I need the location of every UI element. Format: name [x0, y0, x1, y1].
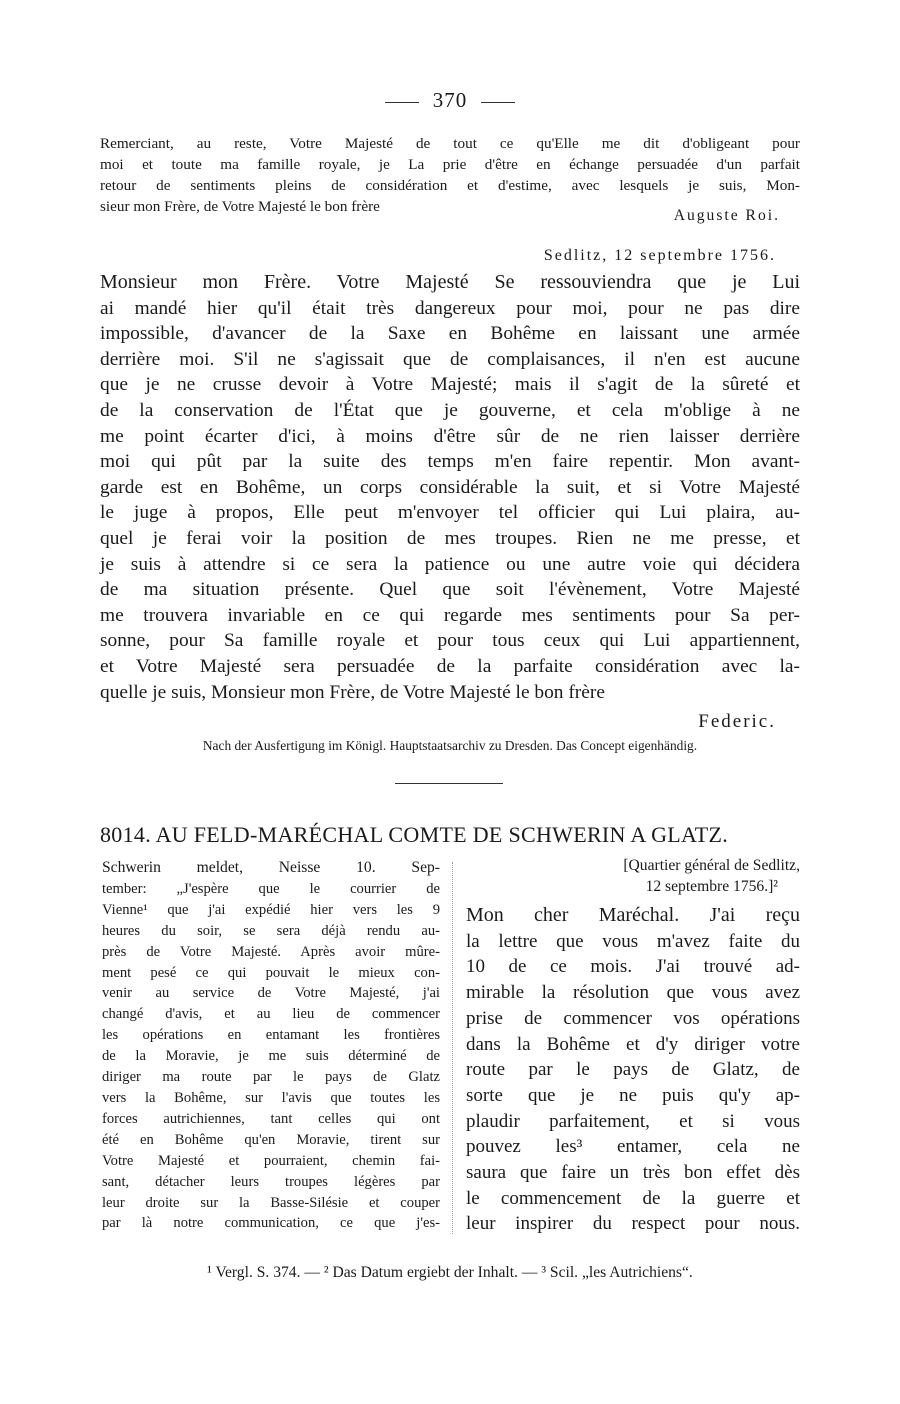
page-number: 370	[432, 88, 468, 112]
letter1-signature: Auguste Roi.	[673, 207, 780, 224]
letter2-line: derrière moi. S'il ne s'agissait que de complaisances, il n'en est aucune	[100, 348, 800, 370]
summary-line: Schwerin meldet, Neisse 10. Sep-	[102, 859, 440, 876]
page-number-row	[0, 88, 900, 113]
summary-line: heures du soir, se sera déjà rendu au-	[102, 922, 440, 939]
letter2-line: le juge à propos, Elle peut m'envoyer tel officier qui Lui plaira, au-	[100, 502, 800, 524]
summary-line: diriger ma route par le pays de Glatz	[102, 1069, 440, 1086]
letter2-source-note: Nach der Ausfertigung im Königl. Hauptstaatsarchiv zu Dresden. Das Concept eigenhändig.	[202, 738, 698, 753]
summary-line: changé d'avis, et au lieu de commencer	[102, 1006, 440, 1023]
letter2-line: moi qui pût par la suite des temps m'en faire repentir. Mon avant-	[100, 451, 800, 473]
letter3-line: mirable la résolution que vous avez	[466, 982, 800, 1004]
summary-line: leur droite sur la Basse-Silésie et couper	[102, 1194, 440, 1211]
letter3-line: Mon cher Maréchal. J'ai reçu	[466, 904, 800, 926]
letter2-line: je suis à attendre si ce sera la patience ou une autre voie qui décidera	[100, 553, 800, 575]
summary-line: forces autrichiennes, tant celles qui ont	[102, 1110, 440, 1127]
section-divider	[395, 783, 503, 784]
letter2-line: et Votre Majesté sera persuadée de la parfaite considération avec la-	[100, 655, 800, 677]
summary-line: tember: „J'espère que le courrier de	[102, 880, 440, 897]
summary-line: ment pesé ce qui pouvait le mieux con-	[102, 964, 440, 981]
letter3-line: plaudir parfaitement, et si vous	[466, 1110, 800, 1132]
summary-line: les opérations en entamant les frontières	[102, 1027, 440, 1044]
summary-line: vers la Bohême, sur l'avis que toutes les	[102, 1089, 440, 1106]
letter3-body	[466, 903, 800, 1237]
column-separator	[452, 862, 453, 1234]
summary-line: de la Moravie, je me suis déterminé de	[102, 1048, 440, 1065]
summary-line: sant, détacher leurs troupes légères par	[102, 1173, 440, 1190]
letter2-line: impossible, d'avancer de la Saxe en Bohême en laissant une armée	[100, 323, 800, 345]
letter3-line: prise de commencer vos opérations	[466, 1007, 800, 1029]
letter1-line: Remerciant, au reste, Votre Majesté de tout ce qu'Elle me dit d'obligeant pour	[100, 135, 800, 152]
letter2-line: me point écarter d'ici, à moins d'être sûr de ne rien laisser derrière	[100, 425, 800, 447]
letter2-line: garde est en Bohême, un corps considérable la suit, et si Votre Majesté	[100, 476, 800, 498]
letter2-line: de ma situation présente. Quel que soit l'évènement, Votre Majesté	[100, 579, 800, 601]
letter3-line: pouvez les³ entamer, cela ne	[466, 1136, 800, 1158]
page-number-dash-left	[385, 102, 419, 103]
summary-line: Votre Majesté et pourraient, chemin fai-	[102, 1152, 440, 1169]
letter2-line: quelle je suis, Monsieur mon Frère, de Votre Majesté le bon frère	[100, 681, 605, 703]
summary-line: été en Bohême qu'en Moravie, tirent sur	[102, 1131, 440, 1148]
letter2-line: sonne, pour Sa famille royale et pour tous ceux qui Lui appartiennent,	[100, 630, 800, 652]
letter3-line: le commencement de la guerre et	[466, 1187, 800, 1209]
footnotes: ¹ Vergl. S. 374. — ² Das Datum ergiebt der Inhalt. — ³ Scil. „les Autrichiens“.	[207, 1264, 693, 1281]
letter3-date-line2: 12 septembre 1756.]²	[645, 878, 778, 895]
letter3-line: route par le pays de Glatz, de	[466, 1059, 800, 1081]
letter3-column	[466, 855, 800, 1237]
letter3-line: leur inspirer du respect pour nous.	[466, 1213, 800, 1235]
section-heading: 8014. AU FELD-MARÉCHAL COMTE DE SCHWERIN A GLATZ.	[100, 822, 729, 847]
letter1-line: retour de sentiments pleins de considération et d'estime, avec lesquels je suis, Mon-	[100, 177, 800, 194]
letter2-body	[100, 270, 800, 705]
letter2-line: Monsieur mon Frère. Votre Majesté Se ressouviendra que je Lui	[100, 271, 800, 293]
letter2-line: ai mandé hier qu'il était très dangereux pour moi, pour ne pas dire	[100, 297, 800, 319]
letter2-line: de la conservation de l'État que je gouverne, et cela m'oblige à ne	[100, 399, 800, 421]
summary-line: venir au service de Votre Majesté, j'ai	[102, 985, 440, 1002]
summary-line: Vienne¹ que j'ai expédié hier vers les 9	[102, 901, 440, 918]
letter3-line: la lettre que vous m'avez faite du	[466, 930, 800, 952]
summary-column	[102, 858, 440, 1234]
letter1-line: moi et toute ma famille royale, je La prie d'être en échange persuadée d'un parfait	[100, 156, 800, 173]
letter2-date: Sedlitz, 12 septembre 1756.	[543, 247, 776, 264]
letter3-line: sorte que je ne puis qu'y ap-	[466, 1084, 800, 1106]
letter3-line: 10 de ce mois. J'ai trouvé ad-	[466, 956, 800, 978]
letter2-signature: Federic.	[698, 711, 776, 732]
letter2-line: me trouvera invariable en ce qui regarde mes sentiments pour Sa per-	[100, 604, 800, 626]
page-number-dash-right	[481, 102, 515, 103]
summary-line: par là notre communication, ce que j'es-	[102, 1215, 440, 1232]
letter2-line: que je ne crusse devoir à Votre Majesté; mais il s'agit de la sûreté et	[100, 374, 800, 396]
letter3-line: dans la Bohême et d'y diriger votre	[466, 1033, 800, 1055]
letter3-line: saura que faire un très bon effet dès	[466, 1162, 800, 1184]
letter3-date-line1: [Quartier général de Sedlitz,	[623, 857, 800, 874]
letter2-line: quel je ferai voir la position de mes troupes. Rien ne me presse, et	[100, 527, 800, 549]
letter1-line: sieur mon Frère, de Votre Majesté le bon frère	[100, 198, 380, 215]
summary-line: près de Votre Majesté. Après avoir mûre-	[102, 943, 440, 960]
